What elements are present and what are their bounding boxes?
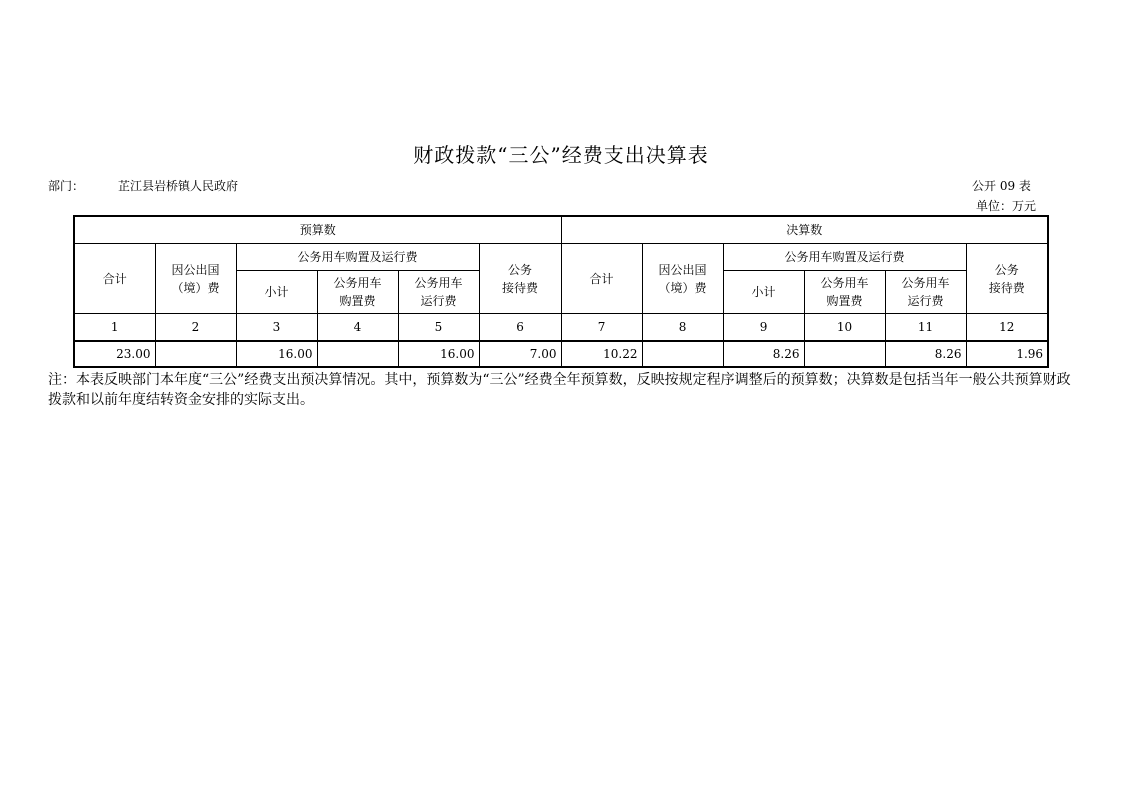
budget-abroad-header: 因公出国 （境）费 bbox=[155, 244, 236, 314]
department-label: 部门： bbox=[48, 179, 85, 193]
budget-car-purchase-value bbox=[317, 341, 398, 367]
data-row bbox=[74, 341, 1048, 367]
column-number: 5 bbox=[398, 314, 479, 342]
final-abroad-header: 因公出国 （境）费 bbox=[642, 244, 723, 314]
final-car-operation-value: 8.26 bbox=[885, 341, 966, 367]
budget-total-header: 合计 bbox=[74, 244, 155, 314]
column-number: 11 bbox=[885, 314, 966, 342]
final-car-operation-header: 公务用车 运行费 bbox=[885, 271, 966, 314]
final-abroad-value bbox=[642, 341, 723, 367]
three-public-expense-table bbox=[73, 215, 1049, 368]
budget-car-group-header: 公务用车购置及运行费 bbox=[236, 244, 479, 271]
final-subtotal-header: 小计 bbox=[723, 271, 804, 314]
department-name: 芷江县岩桥镇人民政府 bbox=[118, 179, 239, 193]
column-number: 2 bbox=[155, 314, 236, 342]
final-car-purchase-value bbox=[804, 341, 885, 367]
column-number: 6 bbox=[479, 314, 561, 342]
budget-reception-value: 7.00 bbox=[479, 341, 561, 367]
budget-group-header: 预算数 bbox=[74, 216, 561, 244]
column-number: 8 bbox=[642, 314, 723, 342]
column-number: 9 bbox=[723, 314, 804, 342]
budget-total-value: 23.00 bbox=[74, 341, 155, 367]
column-number: 12 bbox=[966, 314, 1048, 342]
budget-reception-header: 公务 接待费 bbox=[479, 244, 561, 314]
final-total-header: 合计 bbox=[561, 244, 642, 314]
final-total-value: 10.22 bbox=[561, 341, 642, 367]
budget-car-operation-value: 16.00 bbox=[398, 341, 479, 367]
header-row-subgroups bbox=[74, 244, 1048, 271]
page-title: 财政拨款“三公”经费支出决算表 bbox=[413, 143, 709, 167]
column-number: 7 bbox=[561, 314, 642, 342]
budget-subtotal-value: 16.00 bbox=[236, 341, 317, 367]
column-number: 10 bbox=[804, 314, 885, 342]
final-reception-value: 1.96 bbox=[966, 341, 1048, 367]
budget-abroad-value bbox=[155, 341, 236, 367]
final-car-group-header: 公务用车购置及运行费 bbox=[723, 244, 966, 271]
column-number-row bbox=[74, 314, 1048, 342]
final-car-purchase-header: 公务用车 购置费 bbox=[804, 271, 885, 314]
budget-subtotal-header: 小计 bbox=[236, 271, 317, 314]
budget-car-operation-header: 公务用车 运行费 bbox=[398, 271, 479, 314]
column-number: 1 bbox=[74, 314, 155, 342]
final-subtotal-value: 8.26 bbox=[723, 341, 804, 367]
final-group-header: 决算数 bbox=[561, 216, 1048, 244]
unit-label: 单位：万元 bbox=[976, 199, 1037, 213]
header-row-groups bbox=[74, 216, 1048, 244]
budget-car-purchase-header: 公务用车 购置费 bbox=[317, 271, 398, 314]
column-number: 4 bbox=[317, 314, 398, 342]
column-number: 3 bbox=[236, 314, 317, 342]
form-number: 公开 09 表 bbox=[972, 179, 1031, 193]
final-reception-header: 公务 接待费 bbox=[966, 244, 1048, 314]
footnote: 注：本表反映部门本年度“三公”经费支出预决算情况。其中，预算数为“三公”经费全年预算数，反映按规定程序调整后的预算数；决算数是包括当年一般公共预算财政拨款和以前年度结转资金安排的实际支出。 bbox=[48, 372, 1071, 408]
